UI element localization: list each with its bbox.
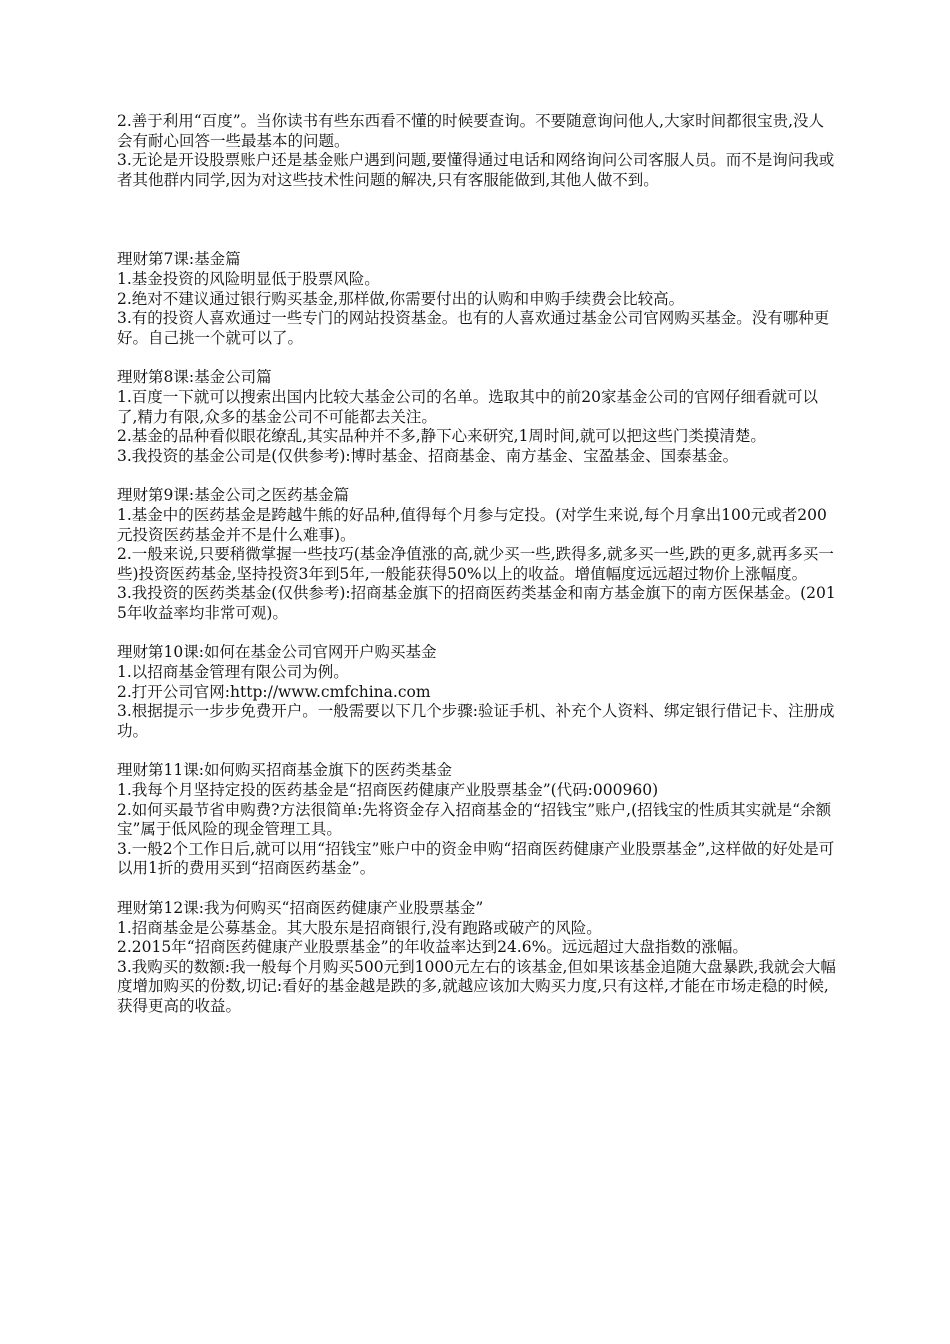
lesson-item: 2.一般来说,只要稍微掌握一些技巧(基金净值涨的高,就少买一些,跌得多,就多买一些,跌的更多,就再多买一些)投资医药基金,坚持投资3年到5年,一般能获得50%以上的收益。增值幅度远远超过物价上涨幅度。 — [117, 545, 834, 583]
document-page — [117, 112, 837, 1017]
lesson-item: 3.我投资的医药类基金(仅供参考):招商基金旗下的招商医药类基金和南方基金旗下的南方医保基金。(2015年收益率均非常可观)。 — [117, 584, 836, 622]
spacer — [117, 623, 837, 643]
lesson-item: 2.打开公司官网:http://www.cmfchina.com — [117, 682, 431, 701]
lesson-7 — [117, 250, 837, 348]
lesson-item: 2.2015年“招商医药健康产业股票基金”的年收益率达到24.6%。远远超过大盘指数的涨幅。 — [117, 938, 748, 957]
lesson-title: 理财第12课:我为何购买“招商医药健康产业股票基金” — [117, 899, 484, 917]
lesson-title: 理财第10课:如何在基金公司官网开户购买基金 — [117, 643, 437, 662]
lesson-title: 理财第9课:基金公司之医药基金篇 — [117, 486, 350, 505]
lesson-item: 1.百度一下就可以搜索出国内比较大基金公司的名单。选取其中的前20家基金公司的官网仔细看就可以了,精力有限,众多的基金公司不可能都去关注。 — [117, 387, 819, 426]
lesson-10 — [117, 643, 837, 741]
intro-item-2: 2.善于利用“百度”。当你读书有些东西看不懂的时候要查询。不要随意询问他人,大家时间都很宝贵,没人会有耐心回答一些最基本的问题。 — [117, 112, 824, 150]
lesson-item: 1.基金中的医药基金是跨越牛熊的好品种,值得每个月参与定投。(对学生来说,每个月拿出100元或者200元投资医药基金并不是什么难事)。 — [117, 505, 827, 544]
lesson-item: 2.如何买最节省申购费?方法很简单:先将资金存入招商基金的“招钱宝”账户,(招钱宝的性质其实就是“余额宝”属于低风险的现金管理工具。 — [117, 800, 832, 839]
lesson-item: 1.我每个月坚持定投的医药基金是“招商医药健康产业股票基金”(代码:000960) — [117, 781, 659, 800]
lesson-item: 3.根据提示一步步免费开户。一般需要以下几个步骤:验证手机、补充个人资料、绑定银行借记卡、注册成功。 — [117, 702, 835, 740]
lesson-8 — [117, 368, 837, 466]
lesson-item: 1.招商基金是公募基金。其大股东是招商银行,没有跑路或破产的风险。 — [117, 918, 602, 937]
lesson-item: 2.绝对不建议通过银行购买基金,那样做,你需要付出的认购和申购手续费会比较高。 — [117, 289, 685, 308]
lesson-item: 1.以招商基金管理有限公司为例。 — [117, 663, 349, 682]
spacer — [117, 348, 837, 368]
spacer — [117, 190, 837, 250]
lesson-item: 1.基金投资的风险明显低于股票风险。 — [117, 269, 380, 288]
lesson-title: 理财第7课:基金篇 — [117, 250, 241, 269]
lesson-title: 理财第8课:基金公司篇 — [117, 368, 272, 387]
lesson-9 — [117, 486, 837, 623]
spacer — [117, 879, 837, 899]
lesson-item: 3.有的投资人喜欢通过一些专门的网站投资基金。也有的人喜欢通过基金公司官网购买基金。没有哪种更好。自己挑一个就可以了。 — [117, 309, 830, 347]
lesson-11 — [117, 761, 837, 879]
lesson-item: 2.基金的品种看似眼花缭乱,其实品种并不多,静下心来研究,1周时间,就可以把这些门类摸清楚。 — [117, 427, 766, 446]
lesson-12 — [117, 899, 837, 1017]
lesson-item: 3.我投资的基金公司是(仅供参考):博时基金、招商基金、南方基金、宝盈基金、国泰基金。 — [117, 446, 739, 465]
lesson-item: 3.一般2个工作日后,就可以用“招钱宝”账户中的资金申购“招商医药健康产业股票基金”,这样做的好处是可以用1折的费用买到“招商医药基金”。 — [117, 839, 835, 878]
spacer — [117, 741, 837, 761]
intro-item-3: 3.无论是开设股票账户还是基金账户遇到问题,要懂得通过电话和网络询问公司客服人员。而不是询问我或者其他群内同学,因为对这些技术性问题的解决,只有客服能做到,其他人做不到。 — [117, 151, 835, 189]
lesson-item: 3.我购买的数额:我一般每个月购买500元到1000元左右的该基金,但如果该基金追随大盘暴跌,我就会大幅度增加购买的份数,切记:看好的基金越是跌的多,就越应该加大购买力度,只有这样,才能在市场走稳的时候,获得更高的收益。 — [117, 957, 836, 1015]
lesson-title: 理财第11课:如何购买招商基金旗下的医药类基金 — [117, 761, 452, 780]
spacer — [117, 466, 837, 486]
